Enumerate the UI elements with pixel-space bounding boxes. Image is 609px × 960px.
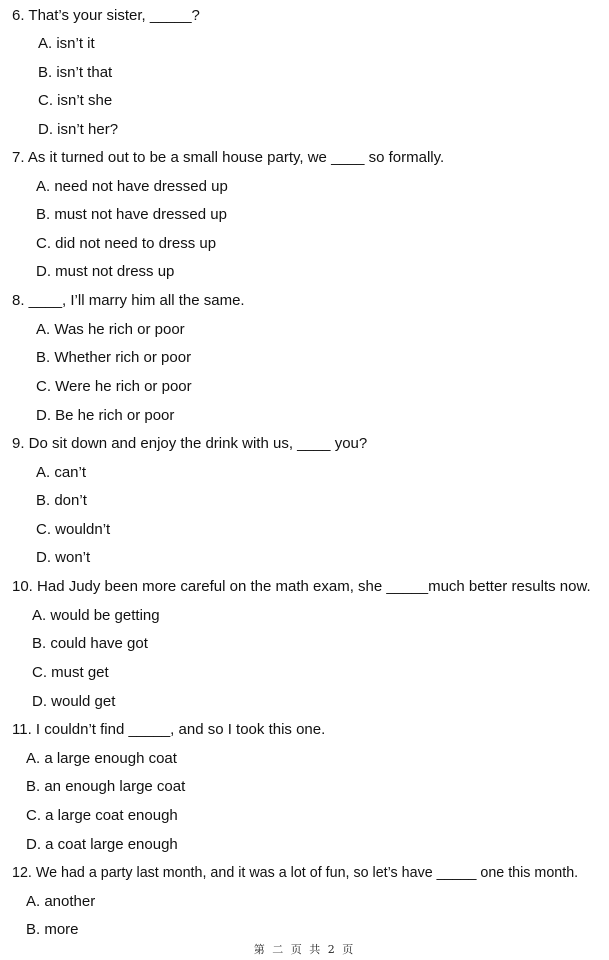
question-6-stem: 6. That’s your sister, _____? xyxy=(12,7,200,24)
question-10-option-d: D. would get xyxy=(32,693,116,710)
question-6-option-d: D. isn’t her? xyxy=(38,121,119,138)
question-10-stem: 10. Had Judy been more careful on the math exam, she _____much better results now. xyxy=(12,578,591,595)
question-8-stem: 8. ____, I’ll marry him all the same. xyxy=(12,292,245,309)
question-7-option-d: D. must not dress up xyxy=(36,263,175,280)
question-8-option-b: B. Whether rich or poor xyxy=(36,349,192,366)
question-10-option-c: C. must get xyxy=(32,664,109,681)
page-footer: 第 二 页 共 2 页 xyxy=(253,943,356,956)
question-11-stem: 11. I couldn’t find _____, and so I took this one. xyxy=(12,721,326,738)
question-8-option-a: A. Was he rich or poor xyxy=(36,321,185,338)
question-8-option-d: D. Be he rich or poor xyxy=(36,407,175,424)
question-7-option-a: A. need not have dressed up xyxy=(36,178,228,195)
question-9-option-b: B. don’t xyxy=(36,492,87,509)
question-11-option-b: B. an enough large coat xyxy=(26,778,186,795)
question-6-option-c: C. isn’t she xyxy=(38,92,113,109)
question-10-option-a: A. would be getting xyxy=(32,607,160,624)
question-12-option-a: A. another xyxy=(26,893,96,910)
question-9-stem: 9. Do sit down and enjoy the drink with us, ____ you? xyxy=(12,435,368,452)
question-9-option-a: A. can’t xyxy=(36,464,87,481)
question-7-stem: 7. As it turned out to be a small house party, we ____ so formally. xyxy=(12,149,445,166)
question-11-option-d: D. a coat large enough xyxy=(26,836,178,853)
question-12-option-b: B. more xyxy=(26,921,79,938)
question-7-option-b: B. must not have dressed up xyxy=(36,206,227,223)
question-11-option-a: A. a large enough coat xyxy=(26,750,177,767)
question-6-option-a: A. isn’t it xyxy=(38,35,95,52)
question-6-option-b: B. isn’t that xyxy=(38,64,113,81)
question-12-stem: 12. We had a party last month, and it was a lot of fun, so let’s have _____ one this month. xyxy=(12,865,579,881)
question-9-option-c: C. wouldn’t xyxy=(36,521,111,538)
question-10-option-b: B. could have got xyxy=(32,635,148,652)
question-7-option-c: C. did not need to dress up xyxy=(36,235,217,252)
question-9-option-d: D. won’t xyxy=(36,549,91,566)
question-11-option-c: C. a large coat enough xyxy=(26,807,178,824)
question-8-option-c: C. Were he rich or poor xyxy=(36,378,192,395)
